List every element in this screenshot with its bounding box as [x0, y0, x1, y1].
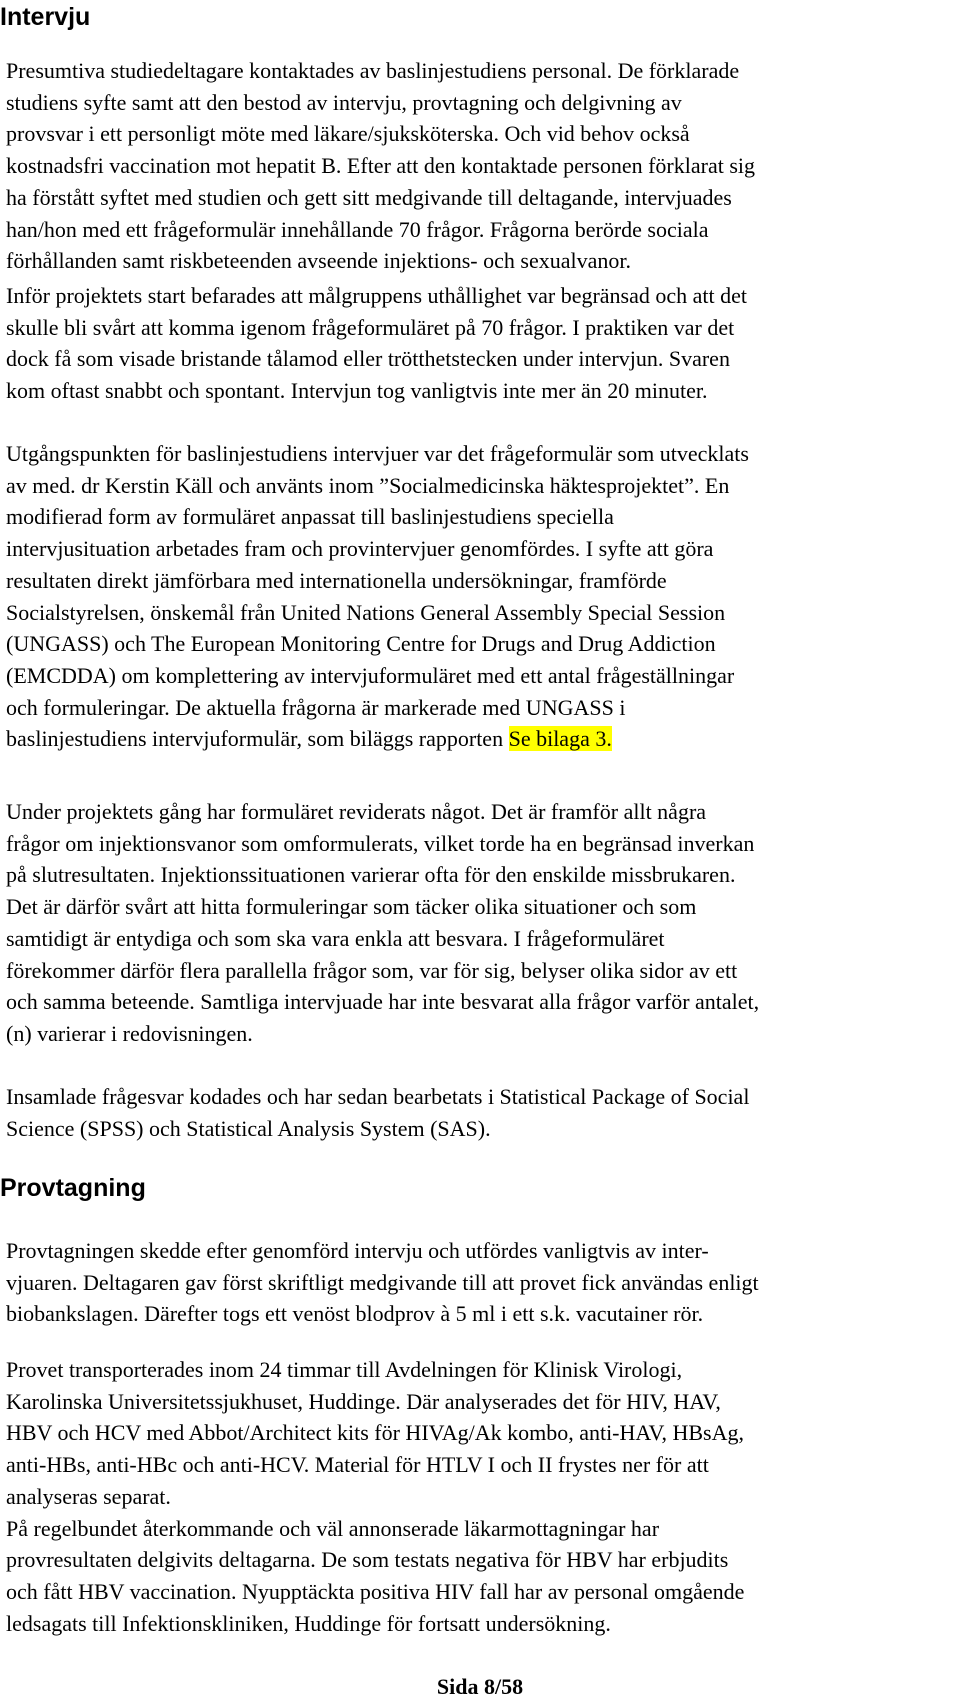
paragraph-sampling: Provtagningen skedde efter genomförd intervju och utfördes vanligtvis av inter- vjuaren. Deltagaren gav först skriftligt medgivande till att provet fick användas enligt biobankslagen. Därefter togs ett venöst blodprov à 5 ml i ett s.k. vacutainer rör. — [6, 1238, 759, 1327]
bilaga-highlight: Se bilaga 3. — [508, 726, 612, 752]
paragraph-ungass-text: Utgångspunkten för baslinjestudiens intervjuer var det frågeformulär som utvecklats av med. dr Kerstin Käll och använts inom ”Socialmedicinska häktesprojektet”. En modifierad form av formuläret anpassat till baslinjestudiens speciella intervjusituation arbetades fram och provintervjuer genomfördes. I syfte att göra resultaten direkt jämförbara med internationella undersökningar, framförde Socialstyrelsen, önskemål från United Nations General Assembly Special Session (UNGASS) och The European Monitoring Centre for Drugs and Drug Addiction (EMCDDA) om komplettering av intervjuformuläret med ett antal frågeställningar och formuleringar. De aktuella frågorna är markerade med UNGASS i baslinjestudiens intervjuformulär, som biläggs rapporten — [6, 441, 749, 752]
paragraph-transport: Provet transporterades inom 24 timmar till Avdelningen för Klinisk Virologi, Karolinska Universitetssjukhuset, Huddinge. Där analyserades det för HIV, HAV, HBV och HCV med Abbot/Architect kits för HIVAg/Ak kombo, anti-HAV, HBsAg, anti-HBs, anti-HBc och anti-HCV. Material för HTLV I och II frystes ner för att analyseras separat. På regelbundet återkommande och väl annonserade läkarmottagningar har provresultaten delgivits deltagarna. De som testats negativa för HBV har erbjudits och fått HBV vaccination. Nyupptäckta positiva HIV fall har av personal omgående ledsagats till Infektionskliniken, Huddinge för fortsatt undersökning. — [6, 1357, 745, 1636]
paragraph-spss: Insamlade frågesvar kodades och har sedan bearbetats i Statistical Package of Social Science (SPSS) och Statistical Analysis System (SAS). — [6, 1084, 750, 1141]
paragraph-endurance: Inför projektets start befarades att målgruppens uthållighet var begränsad och att det skulle bli svårt att komma igenom frågeformuläret på 70 frågor. I praktiken var det dock få som visade bristande tålamod eller trötthetstecken under intervjun. Svaren kom oftast snabbt och spontant. Intervjun tog vanligtvis inte mer än 20 minuter. — [6, 283, 748, 404]
section-heading-intervju: Intervju — [0, 3, 91, 31]
paragraph-ungass — [6, 438, 956, 755]
paragraph-intro: Presumtiva studiedeltagare kontaktades av baslinjestudiens personal. De förklarade studiens syfte samt att den bestod av intervju, provtagning och delgivning av provsvar i ett personligt möte med läkare/sjuksköterska. Och vid behov också kostnadsfri vaccination mot hepatit B. Efter att den kontaktade personen förklarat sig ha förstått syftet med studien och gett sitt medgivande till deltagande, intervjuades han/hon med ett frågeformulär innehållande 70 frågor. Frågorna berörde sociala förhållanden samt riskbeteenden avseende injektions- och sexualvanor. — [6, 58, 755, 274]
paragraph-revision: Under projektets gång har formuläret reviderats något. Det är framför allt några frågor om injektionsvanor som omformulerats, vilket torde ha en begränsad inverkan på slutresultaten. Injektionssituationen varierar ofta för den enskilde missbrukaren. Det är därför svårt att hitta formuleringar som täcker olika situationer och som samtidigt är entydiga och som ska vara enkla att besvara. I frågeformuläret förekommer därför flera parallella frågor som, var för sig, belyser olika sidor av ett och samma beteende. Samtliga intervjuade har inte besvarat alla frågor varför antalet, (n) varierar i redovisningen. — [6, 799, 760, 1046]
page-number: Sida 8/58 — [436, 1674, 524, 1699]
section-heading-provtagning: Provtagning — [0, 1174, 146, 1202]
